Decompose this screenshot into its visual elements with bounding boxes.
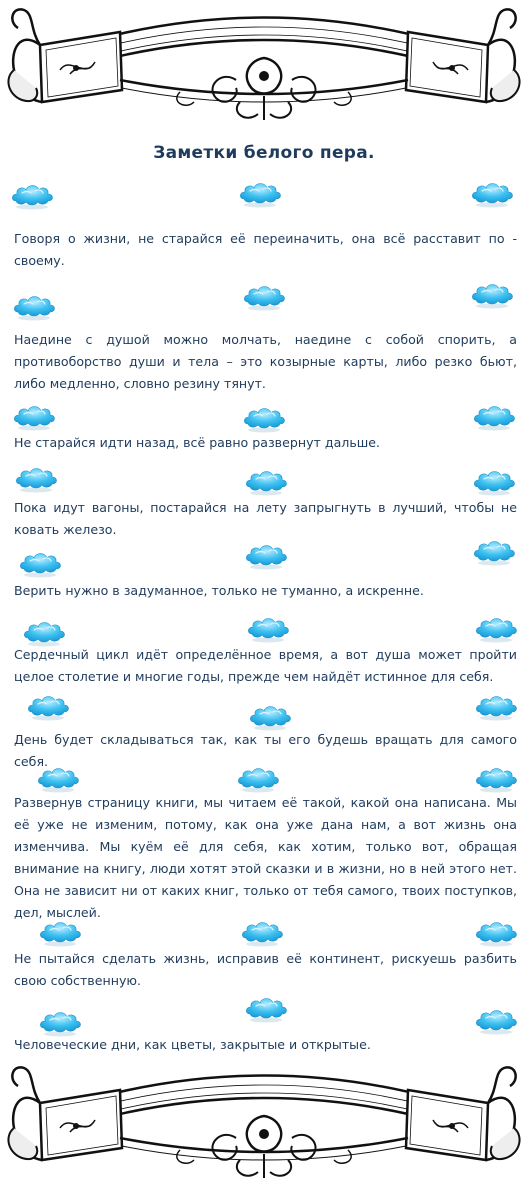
cloud-icon bbox=[472, 467, 516, 497]
cloud-icon bbox=[474, 692, 518, 722]
cloud-icon bbox=[242, 282, 286, 312]
cloud-icon bbox=[248, 702, 292, 732]
note-text: День будет складываться так, как ты его будешь вращать для самого себя. bbox=[14, 732, 517, 769]
cloud-icon bbox=[38, 918, 82, 948]
note-text: Пока идут вагоны, постарайся на лету запрыгнуть в лучший, чтобы не ковать железо. bbox=[14, 500, 517, 537]
cloud-icon bbox=[10, 181, 54, 211]
note-text: Не пытайся сделать жизнь, исправив её континент, рискуешь разбить свою собственную. bbox=[14, 951, 517, 988]
cloud-icon bbox=[244, 541, 288, 571]
note-text: Человеческие дни, как цветы, закрытые и открытые. bbox=[14, 1037, 371, 1052]
top-ornamental-banner bbox=[0, 0, 528, 130]
cloud-icon bbox=[36, 764, 80, 794]
cloud-icon bbox=[240, 918, 284, 948]
cloud-icon bbox=[474, 614, 518, 644]
cloud-icon bbox=[12, 402, 56, 432]
cloud-icon bbox=[236, 764, 280, 794]
cloud-icon bbox=[244, 467, 288, 497]
page-title: Заметки белого пера. bbox=[153, 143, 375, 163]
note-text: Не старайся идти назад, всё равно развернут дальше. bbox=[14, 435, 381, 450]
cloud-icon bbox=[242, 404, 286, 434]
note-text: Наедине с душой можно молчать, наедине с собой спорить, а противоборство души и тела – это козырные карты, либо резко бьют, либо медленно, словно резину тянут. bbox=[14, 332, 517, 391]
cloud-icon bbox=[12, 292, 56, 322]
cloud-icon bbox=[14, 464, 58, 494]
cloud-icon bbox=[474, 764, 518, 794]
cloud-icon bbox=[474, 918, 518, 948]
cloud-icon bbox=[470, 280, 514, 310]
cloud-icon bbox=[238, 179, 282, 209]
cloud-icon bbox=[246, 614, 290, 644]
cloud-icon bbox=[472, 402, 516, 432]
cloud-icon bbox=[472, 537, 516, 567]
note-text: Говоря о жизни, не старайся её переиначить, она всё расставит по - своему. bbox=[14, 231, 517, 268]
cloud-icon bbox=[474, 1006, 518, 1036]
cloud-icon bbox=[18, 549, 62, 579]
cloud-icon bbox=[244, 994, 288, 1024]
note-text: Сердечный цикл идёт определённое время, а вот душа может пройти целое столетие и многие годы, прежде чем найдёт истинное для себя. bbox=[14, 647, 517, 684]
note-text: Верить нужно в задуманное, только не туманно, а искренне. bbox=[14, 583, 424, 598]
bottom-ornamental-banner bbox=[0, 1058, 528, 1188]
cloud-icon bbox=[26, 692, 70, 722]
cloud-icon bbox=[470, 179, 514, 209]
note-text: Развернув страницу книги, мы читаем её такой, какой она написана. Мы её уже не изменим, потому, как она уже дана нам, а вот жизнь она изменчива. Мы куём её для себя, как хотим, только вот, обращая внимание на книгу, люди хотят этой сказки и в жизни, но в ней этого нет. Она не зависит ни от каких книг, только от тебя самого, твоих поступков, дел, мыслей. bbox=[14, 795, 517, 920]
